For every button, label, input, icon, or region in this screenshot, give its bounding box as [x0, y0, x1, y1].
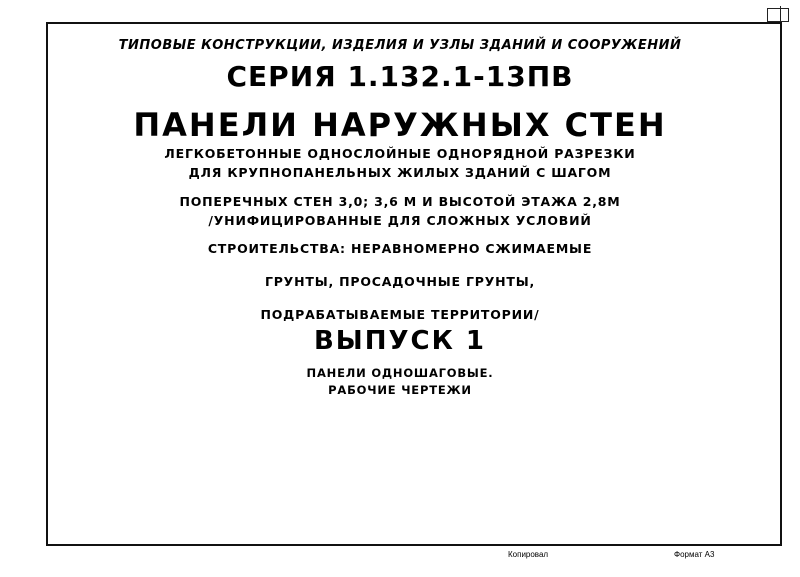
- description-line: /УНИФИЦИРОВАННЫЕ ДЛЯ СЛОЖНЫХ УСЛОВИЙ: [208, 213, 592, 228]
- series-title: СЕРИЯ 1.132.1-13ПВ: [226, 60, 574, 93]
- issue-subtitle: РАБОЧИЕ ЧЕРТЕЖИ: [328, 383, 472, 397]
- copied-by-label: Копировал: [508, 550, 549, 559]
- description-line: ПОПЕРЕЧНЫХ СТЕН 3,0; 3,6 М И ВЫСОТОЙ ЭТАЖА 2,8М: [179, 194, 621, 209]
- format-label: Формат А3: [674, 550, 715, 559]
- issue-subtitle: ПАНЕЛИ ОДНОШАГОВЫЕ.: [306, 366, 494, 380]
- description-line: СТРОИТЕЛЬСТВА: НЕРАВНОМЕРНО СЖИМАЕМЫЕ: [207, 241, 593, 256]
- description-line: ДЛЯ КРУПНОПАНЕЛЬНЫХ ЖИЛЫХ ЗДАНИЙ С ШАГОМ: [188, 165, 612, 180]
- corner-stamp-box: [767, 8, 789, 22]
- main-title: ПАНЕЛИ НАРУЖНЫХ СТЕН: [133, 106, 667, 144]
- description-line: ПОДРАБАТЫВАЕМЫЕ ТЕРРИТОРИИ/: [260, 307, 540, 322]
- header-line: ТИПОВЫЕ КОНСТРУКЦИИ, ИЗДЕЛИЯ И УЗЛЫ ЗДАНИЙ И СООРУЖЕНИЙ: [118, 38, 682, 53]
- description-line: ЛЕГКОБЕТОННЫЕ ОДНОСЛОЙНЫЕ ОДНОРЯДНОЙ РАЗРЕЗКИ: [164, 146, 636, 161]
- issue-title: ВЫПУСК 1: [313, 326, 487, 356]
- description-line: ГРУНТЫ, ПРОСАДОЧНЫЕ ГРУНТЫ,: [264, 274, 536, 289]
